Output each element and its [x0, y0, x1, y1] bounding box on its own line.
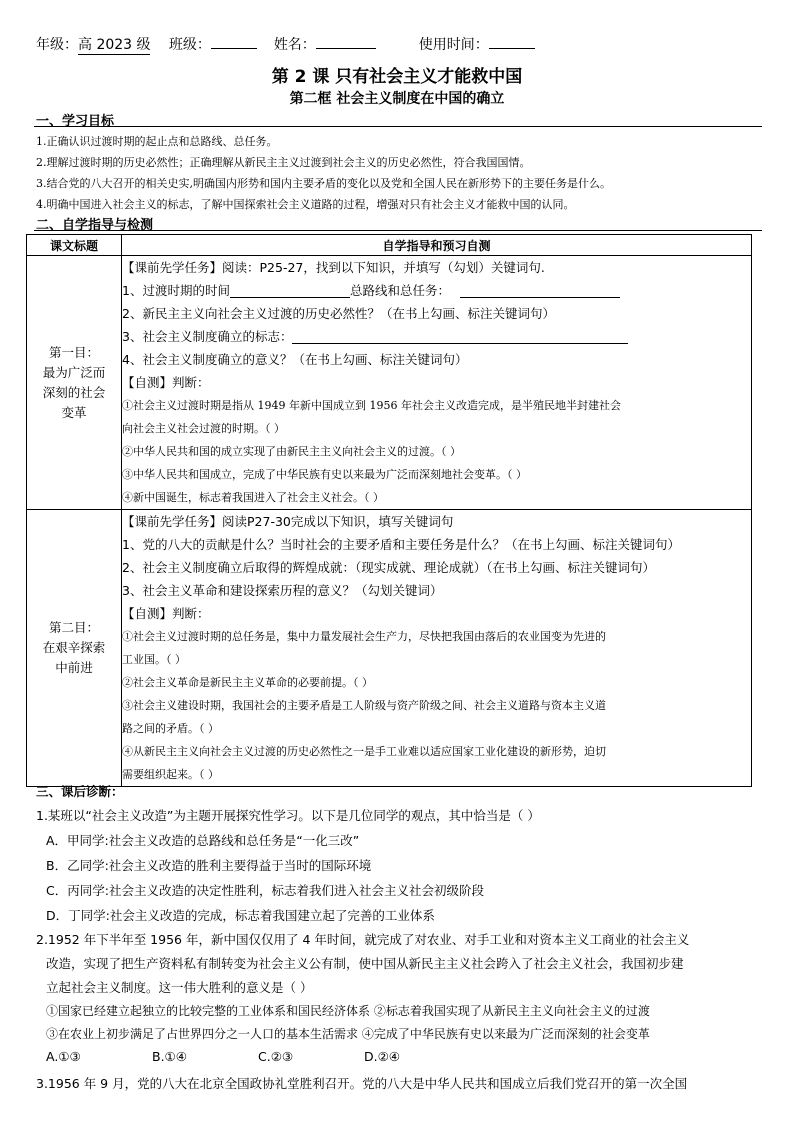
goal-item: 1.正确认识过渡时期的起止点和总路线、总任务。 [36, 135, 278, 148]
class-blank[interactable] [211, 34, 257, 49]
task-text: 【课前先学任务】阅读P27-30完成以下知识，填写关键词句 [122, 514, 454, 529]
q2-option-c[interactable]: C.②③ [258, 1049, 294, 1064]
q1-option-c[interactable]: C．丙同学:社会主义改造的决定性胜利，标志着我们进入社会主义社会初级阶段 [46, 883, 484, 898]
question-text: 总路线和总任务： [349, 283, 450, 298]
section3-heading: 三、课后诊断： [36, 784, 124, 799]
divider [34, 126, 762, 127]
q3-stem: 3.1956 年 9 月，党的八大在北京全国政协礼堂胜利召开。党的八大是中华人民共和国成立后我们党召开的第一次全国 [36, 1076, 688, 1091]
lesson-subtitle: 第二框 社会主义制度在中国的确立 [289, 91, 505, 107]
table-row [27, 510, 752, 787]
divider [34, 230, 762, 231]
section2-heading: 二、自学指导与检测 [36, 218, 154, 233]
q1-option-a[interactable]: A．甲同学:社会主义改造的总路线和总任务是“一化三改” [46, 833, 360, 848]
q2-stem-line: 2.1952 年下半年至 1956 年，新中国仅仅用了 4 年时间，就完成了对农业、对手工业和对资本主义工商业的社会主义 [36, 932, 690, 947]
col-lesson-title: 课文标题 [27, 235, 122, 256]
judge-item: ②中华人民共和国的成立实现了由新民主主义向社会主义的过渡。（ ） [122, 445, 461, 458]
judge-item: 需要组织起来。（ ） [122, 768, 219, 781]
task-text: 【课前先学任务】阅读：P25-27，找到以下知识，并填写（勾划）关键词句. [122, 260, 545, 275]
q1-stem: 1.某班以“社会主义改造”为主题开展探究性学习。以下是几位同学的观点，其中恰当是（ ） [36, 808, 540, 823]
lesson-line: 最为广泛而 [42, 364, 106, 380]
q2-option-b[interactable]: B.①④ [152, 1049, 187, 1064]
question-text: 1、过渡时期的时间 [122, 283, 230, 298]
question-line: 1、党的八大的贡献是什么？当时社会的主要矛盾和主要任务是什么？（在书上勾画、标注关键词句） [122, 537, 680, 552]
lesson-line: 第一目： [48, 344, 99, 360]
lesson-line: 变革 [61, 404, 87, 420]
question-line: 4、社会主义制度确立的意义？（在书上勾画、标注关键词句） [122, 352, 468, 367]
lesson-cell [27, 256, 122, 510]
guide-cell [122, 510, 752, 787]
q2-option-d[interactable]: D.②④ [364, 1049, 401, 1064]
grade-value: 高 2023 级 [78, 34, 150, 55]
lesson-line: 深刻的社会 [42, 384, 106, 400]
study-table [26, 234, 752, 787]
time-blank[interactable] [489, 34, 535, 49]
section1-heading: 一、学习目标 [36, 114, 115, 129]
q2-stem-line: 改造，实现了把生产资料私有制转变为社会主义公有制，使中国从新民主主义社会跨入了社会主义社会，我国初步建 [46, 956, 684, 971]
answer-blank[interactable] [460, 283, 620, 298]
lesson-line: 中前进 [55, 660, 93, 675]
judge-item: ③中华人民共和国成立，完成了中华民族有史以来最为广泛而深刻地社会变革。（ ） [122, 468, 527, 481]
q2-item-line: ③在农业上初步满足了占世界四分之一人口的基本生活需求 ④完成了中华民族有史以来最为广泛而深刻的社会变革 [46, 1027, 650, 1041]
q2-option-a[interactable]: A.①③ [46, 1049, 81, 1064]
judge-item: ④从新民主主义向社会主义过渡的历史必然性之一是手工业难以适应国家工业化建设的新形势，迫切 [122, 745, 606, 758]
question-line [122, 325, 751, 348]
q1-option-b[interactable]: B．乙同学:社会主义改造的胜利主要得益于当时的国际环境 [46, 858, 372, 873]
q2-stem-line: 立起社会主义制度。这一伟大胜利的意义是（ ） [46, 980, 313, 995]
judge-item: ④新中国诞生，标志着我国进入了社会主义社会。（ ） [122, 491, 384, 504]
judge-item: 向社会主义社会过渡的时期。（ ） [122, 422, 285, 435]
question-line: 2、新民主主义向社会主义过渡的历史必然性？（在书上勾画、标注关键词句） [122, 306, 555, 321]
q2-item-line: ①国家已经建立起独立的比较完整的工业体系和国民经济体系 ②标志着我国实现了从新民主主义向社会主义的过渡 [46, 1004, 650, 1018]
answer-blank[interactable] [230, 283, 350, 298]
self-test-label: 【自测】判断： [122, 375, 210, 390]
table-header-row [27, 235, 752, 256]
answer-blank[interactable] [292, 329, 628, 344]
col-guide: 自学指导和预习自测 [122, 235, 752, 256]
lesson-title: 第 2 课 只有社会主义才能救中国 [271, 67, 523, 87]
judge-item: 工业国。（ ） [122, 653, 186, 666]
q1-option-d[interactable]: D．丁同学:社会主义改造的完成，标志着我国建立起了完善的工业体系 [46, 908, 435, 923]
name-blank[interactable] [316, 34, 376, 49]
question-line: 2、社会主义制度确立后取得的辉煌成就：（现实成就、理论成就）（在书上勾画、标注关键词句） [122, 560, 655, 575]
judge-item: ①社会主义过渡时期是指从 1949 年新中国成立到 1956 年社会主义改造完成，是半殖民地半封建社会 [122, 399, 621, 412]
question-line [122, 279, 751, 302]
lesson-line: 在艰辛探索 [42, 640, 106, 655]
question-text: 3、社会主义制度确立的标志： [122, 329, 293, 344]
goal-item: 3.结合党的八大召开的相关史实,明确国内形势和国内主要矛盾的变化以及党和全国人民在新形势下的主要任务是什么。 [36, 177, 611, 190]
question-line: 3、社会主义革命和建设探索历程的意义？（勾划关键词） [122, 583, 443, 598]
class-label: 班级： [168, 37, 211, 53]
judge-item: ②社会主义革命是新民主主义革命的必要前提。（ ） [122, 676, 373, 689]
goal-item: 2.理解过渡时期的历史必然性；正确理解从新民主主义过渡到社会主义的历史必然性，符合我国国情。 [36, 156, 531, 169]
time-label: 使用时间： [418, 37, 489, 53]
grade-label: 年级： [36, 37, 78, 53]
judge-item: ③社会主义建设时期，我国社会的主要矛盾是工人阶级与资产阶级之间、社会主义道路与资本主义道 [122, 699, 606, 712]
guide-cell [122, 256, 752, 510]
table-row [27, 256, 752, 510]
header-info [36, 34, 535, 55]
self-test-label: 【自测】判断： [122, 606, 210, 621]
lesson-cell [27, 510, 122, 787]
lesson-line: 第二目： [48, 620, 99, 635]
judge-item: 路之间的矛盾。（ ） [122, 722, 219, 735]
judge-item: ①社会主义过渡时期的总任务是，集中力量发展社会生产力，尽快把我国由落后的农业国变为先进的 [122, 630, 606, 643]
goal-item: 4.明确中国进入社会主义的标志，了解中国探索社会主义道路的过程，增强对只有社会主义才能救中国的认同。 [36, 198, 575, 211]
name-label: 姓名： [273, 37, 316, 53]
